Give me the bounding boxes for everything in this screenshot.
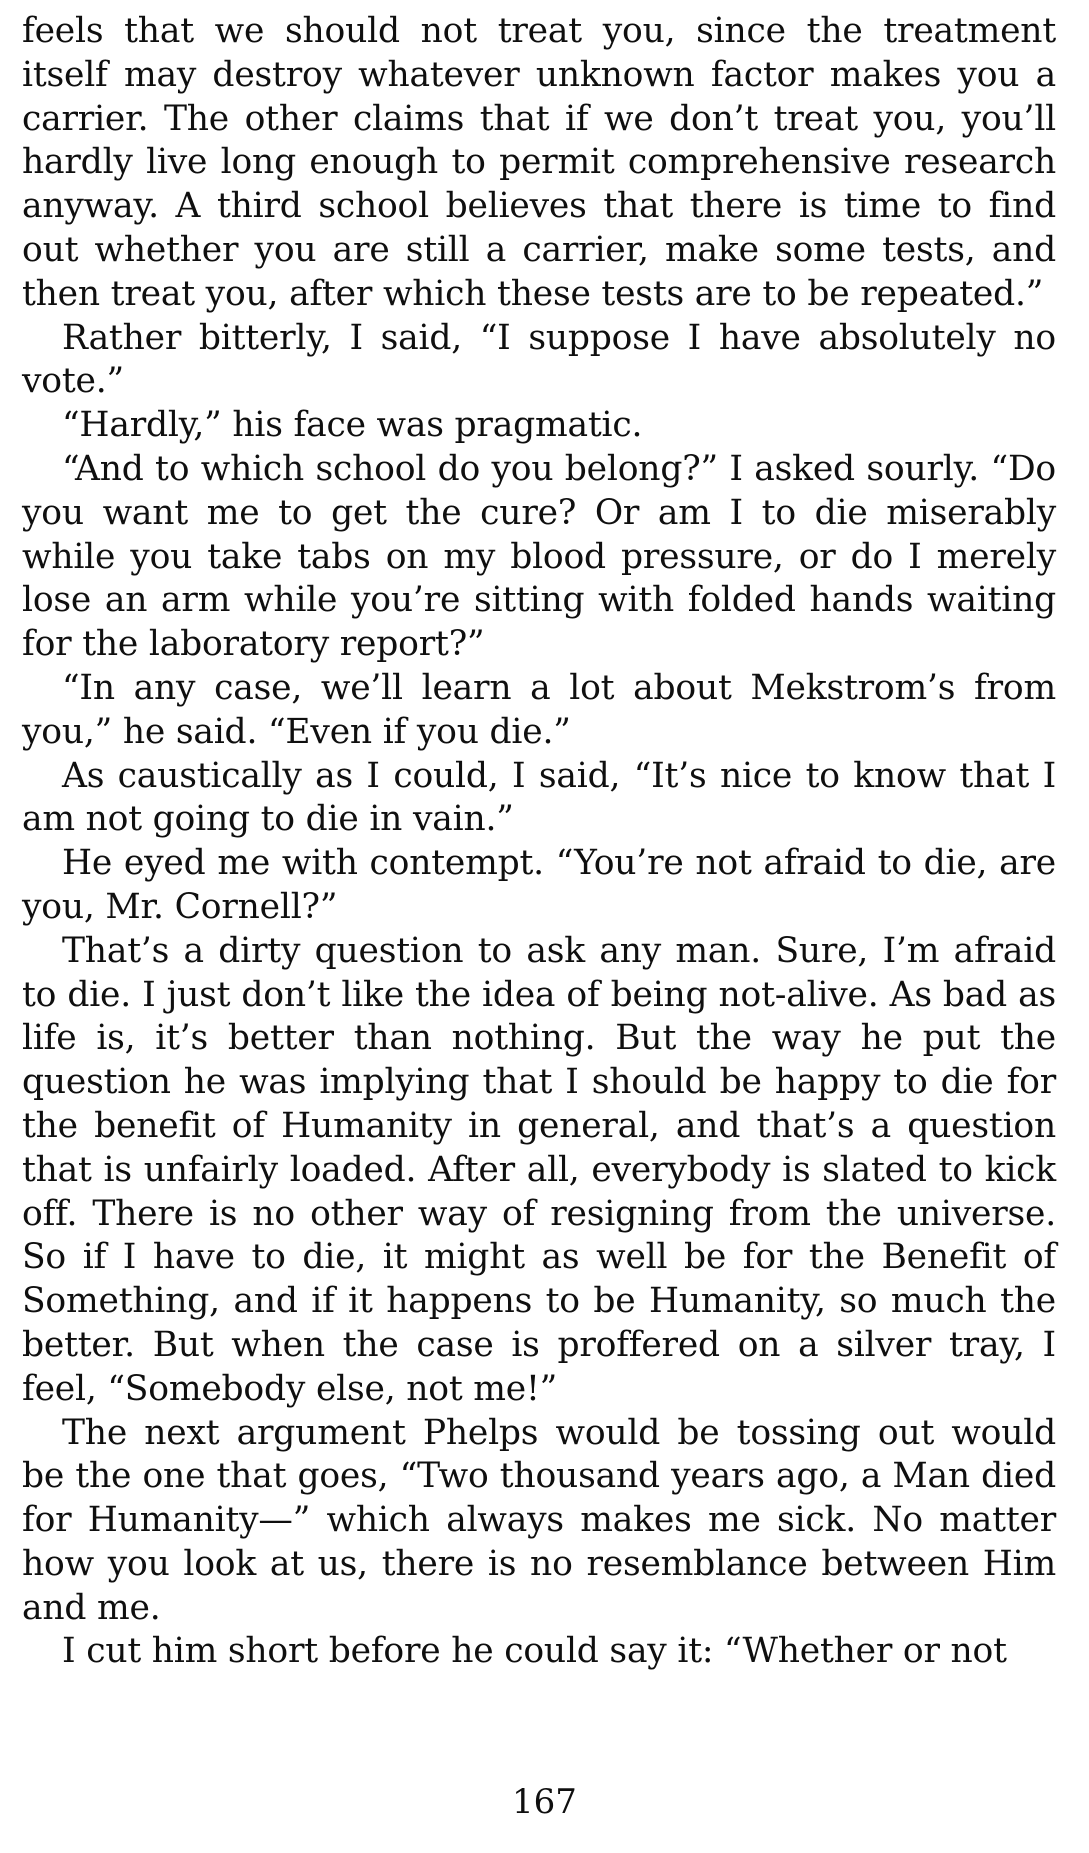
paragraph: As caustically as I could, I said, “It’s nice to know that I am not going to die in vain.” xyxy=(22,755,1056,840)
paragraph: He eyed me with contempt. “You’re not afraid to die, are you, Mr. Cornell?” xyxy=(22,843,1056,927)
paragraph: Rather bitterly, I said, “I suppose I have absolutely no vote.” xyxy=(22,317,1056,402)
body-text xyxy=(22,10,1056,1674)
paragraph: “And to which school do you belong?” I asked sourly. “Do you want me to get the cure? Or am I to die miserably while you take tabs on my blood pressure, or do I merely lose an arm while you’re sitting with folded hands waiting for the laboratory report?” xyxy=(22,448,1056,665)
paragraph: “Hardly,” his face was pragmatic. xyxy=(62,405,643,446)
paragraph: I cut him short before he could say it: “Whether or not xyxy=(62,1631,1007,1672)
paragraph-continued: feels that we should not treat you, since the treatment itself may destroy whatever unknown factor makes you a carrier. The other claims that if we don’t treat you, you’ll hardly live long enough to permit comprehensive research anyway. A third school believes that there is time to find out whether you are still a carrier, make some tests, and then treat you, after which these tests are to be repeated.” xyxy=(22,11,1056,314)
page-number: 167 xyxy=(512,1782,577,1822)
paragraph: That’s a dirty question to ask any man. Sure, I’m afraid to die. I just don’t like the idea of being not-alive. As bad as life is, it’s better than nothing. But the way he put the question he was implying that I should be happy to die for the benefit of Humanity in general, and that’s a question that is unfairly loaded. After all, everybody is slated to kick off. There is no other way of resigning from the universe. So if I have to die, it might as well be for the Benefit of Something, and if it happens to be Humanity, so much the better. But when the case is proffered on a silver tray, I feel, “Somebody else, not me!” xyxy=(22,930,1056,1409)
paragraph: “In any case, we’ll learn a lot about Mekstrom’s from you,” he said. “Even if you die.” xyxy=(22,667,1056,752)
paragraph: The next argument Phelps would be tossing out would be the one that goes, “Two thousand years ago, a Man died for Humanity—” which always makes me sick. No matter how you look at us, there is no resemblance between Him and me. xyxy=(22,1412,1056,1628)
